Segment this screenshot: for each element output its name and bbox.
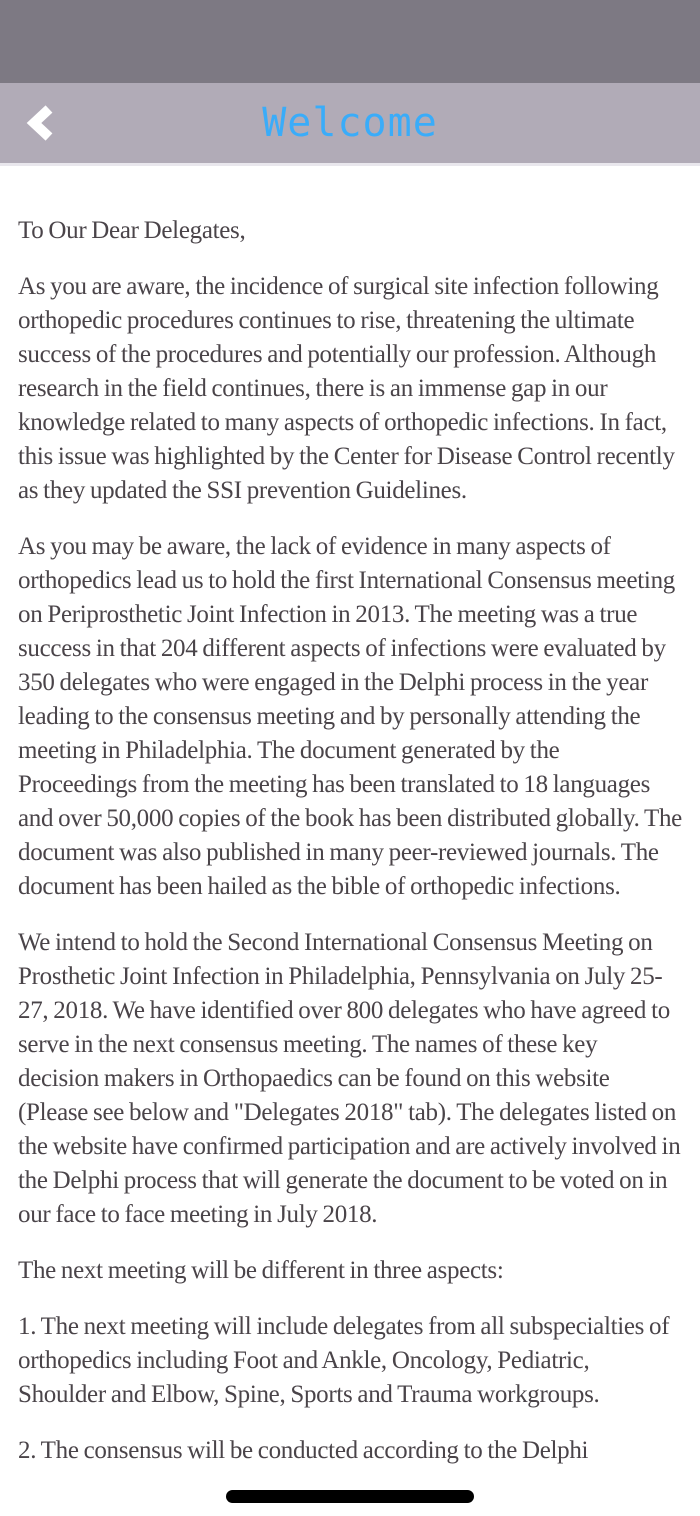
status-bar: [0, 0, 700, 83]
paragraph-three-aspects-intro: The next meeting will be different in three aspects:: [18, 1257, 504, 1284]
content-scroll-area[interactable]: [0, 166, 700, 1468]
paragraph-aspect-1: 1. The next meeting will include delegates from all subspecialties of orthopedics including Foot and Ankle, Oncology, Pediatric, Shoulder and Elbow, Spine, Sports and Trauma workgroups.: [18, 1313, 670, 1408]
paragraph-ssi-background: As you are aware, the incidence of surgical site infection following orthopedic procedures continues to rise, threatening the ultimate success of the procedures and potentially our profession. Although research in the field continues, there is an immense gap in our knowledge related to many aspects of orthopedic infections. In fact, this issue was highlighted by the Center for Disease Control recently as they updated the SSI prevention Guidelines.: [18, 273, 675, 504]
chevron-left-icon: [26, 130, 54, 145]
page-title: Welcome: [262, 100, 438, 146]
paragraph-aspect-2-cutoff: 2. The consensus will be conducted according to the Delphi: [18, 1437, 589, 1464]
paragraph-second-consensus-2018: We intend to hold the Second International Consensus Meeting on Prosthetic Joint Infection in Philadelphia, Pennsylvania on July 25-27, 2018. We have identified over 800 delegates who have agreed to serve in the next consensus meeting. The names of these key decision makers in Orthopaedics can be found on this website (Please see below and "Delegates 2018" tab). The delegates listed on the website have confirmed participation and are actively involved in the Delphi process that will generate the document to be voted on in our face to face meeting in July 2018.: [18, 929, 681, 1228]
home-indicator[interactable]: [226, 1490, 474, 1503]
nav-bar: [0, 83, 700, 166]
back-button[interactable]: [20, 98, 60, 148]
paragraph-first-consensus-2013: As you may be aware, the lack of evidence in many aspects of orthopedics lead us to hold the first International Consensus meeting on Periprosthetic Joint Infection in 2013. The meeting was a true success in that 204 different aspects of infections were evaluated by 350 delegates who were engaged in the Delphi process in the year leading to the consensus meeting and by personally attending the meeting in Philadelphia. The document generated by the Proceedings from the meeting has been translated to 18 languages and over 50,000 copies of the book has been distributed globally. The document was also published in many peer-reviewed journals. The document has been hailed as the bible of orthopedic infections.: [18, 533, 682, 900]
paragraph-greeting: To Our Dear Delegates,: [18, 217, 246, 244]
